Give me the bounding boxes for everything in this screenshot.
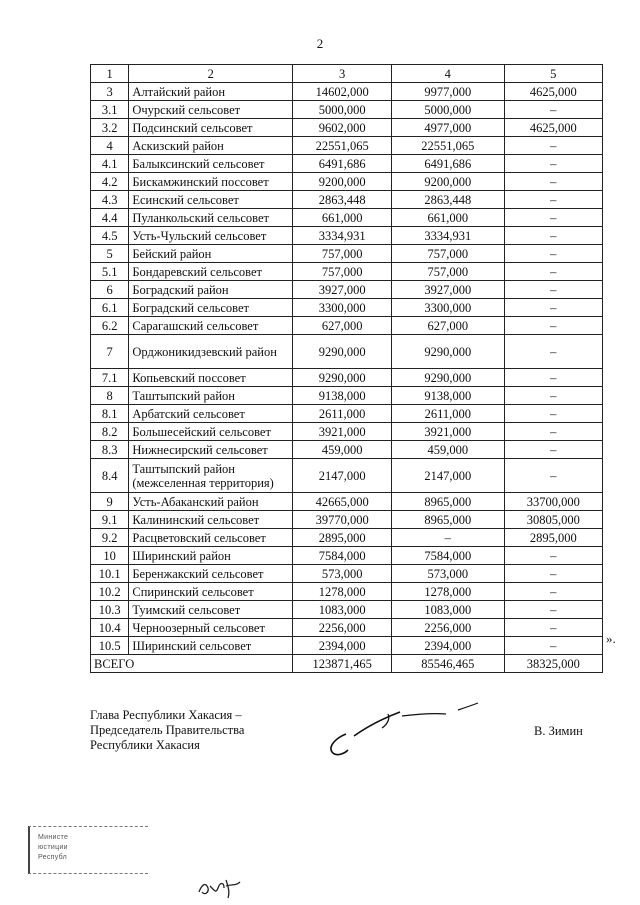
amount-col-4: 9290,000 [392,335,504,369]
amount-col-4: 2611,000 [392,405,504,423]
row-number: 9 [91,493,129,511]
amount-col-3: 14602,000 [293,83,392,101]
amount-col-4: 2147,000 [392,459,504,493]
amount-col-5: – [504,369,602,387]
municipality-name: Большесейский сельсовет [129,423,293,441]
amount-col-3: 1278,000 [293,583,392,601]
table-row [91,119,603,137]
municipality-name: Балыксинский сельсовет [129,155,293,173]
page-number: 2 [316,36,324,51]
table-row [91,335,603,369]
table-row [91,137,603,155]
header-col-2: 2 [129,65,293,83]
amount-col-4: 4977,000 [392,119,504,137]
municipality-name: Бейский район [129,245,293,263]
amount-col-3: 757,000 [293,245,392,263]
stamp-line-1: Министе [38,834,69,841]
amount-col-3: 459,000 [293,441,392,459]
municipality-name: Подсинский сельсовет [129,119,293,137]
amount-col-3: 5000,000 [293,101,392,119]
amount-col-4: 9290,000 [392,369,504,387]
row-number: 4.4 [91,209,129,227]
table-row [91,227,603,245]
amount-col-5: – [504,387,602,405]
row-number: 8.1 [91,405,129,423]
table-row [91,459,603,493]
amount-col-3: 3334,931 [293,227,392,245]
amount-col-5: – [504,459,602,493]
municipality-name: Бондаревский сельсовет [129,263,293,281]
amount-col-3: 9200,000 [293,173,392,191]
municipality-name: Аскизский район [129,137,293,155]
row-number: 3 [91,83,129,101]
table-row [91,493,603,511]
row-number: 6.2 [91,317,129,335]
total-row [91,655,603,673]
total-amount-col-5: 38325,000 [504,655,602,673]
row-number: 5 [91,245,129,263]
amount-col-4: 757,000 [392,263,504,281]
amount-col-4: 757,000 [392,245,504,263]
stamp-text [38,833,68,863]
stamp-line-3: Республ [38,854,68,861]
amount-col-3: 1083,000 [293,601,392,619]
amount-col-5: – [504,209,602,227]
handwritten-signature [318,700,488,765]
table-row [91,511,603,529]
total-amount-col-4: 85546,465 [392,655,504,673]
amount-col-3: 627,000 [293,317,392,335]
table-header-row [91,65,603,83]
amount-col-4: 9977,000 [392,83,504,101]
amount-col-5: – [504,317,602,335]
municipality-name: Орджоникидзевский район [129,335,293,369]
amount-col-5: – [504,173,602,191]
row-number: 7.1 [91,369,129,387]
signer-title-line-2: Председатель Правительства [90,723,245,737]
municipality-name: Нижнесирский сельсовет [129,441,293,459]
amount-col-4: 22551,065 [392,137,504,155]
closing-quote-mark: ». [606,631,616,646]
amount-col-5: 2895,000 [504,529,602,547]
table-row [91,387,603,405]
municipality-name: Ширинский сельсовет [129,637,293,655]
row-number: 4.3 [91,191,129,209]
amount-col-4: 573,000 [392,565,504,583]
row-number: 8.2 [91,423,129,441]
row-number: 3.1 [91,101,129,119]
table-row [91,173,603,191]
municipality-name: Таштыпский район (межселенная территория) [129,459,293,493]
amount-col-3: 2147,000 [293,459,392,493]
municipality-name: Усть-Абаканский район [129,493,293,511]
row-number: 10.2 [91,583,129,601]
municipality-name: Расцветовский сельсовет [129,529,293,547]
row-number: 4.5 [91,227,129,245]
header-col-4: 4 [392,65,504,83]
municipality-name: Арбатский сельсовет [129,405,293,423]
amount-col-4: 3921,000 [392,423,504,441]
row-number: 8 [91,387,129,405]
amount-col-5: – [504,565,602,583]
table-row [91,405,603,423]
amount-col-4: 1278,000 [392,583,504,601]
municipality-name: Бискамжинский поссовет [129,173,293,191]
amount-col-4: 3927,000 [392,281,504,299]
amount-col-5: 30805,000 [504,511,602,529]
amount-col-4: 6491,686 [392,155,504,173]
amount-col-4: 9138,000 [392,387,504,405]
amount-col-4: 661,000 [392,209,504,227]
amount-col-5: – [504,601,602,619]
amount-col-3: 3921,000 [293,423,392,441]
municipality-name: Усть-Чульский сельсовет [129,227,293,245]
row-number: 8.3 [91,441,129,459]
amount-col-5: 33700,000 [504,493,602,511]
amount-col-3: 7584,000 [293,547,392,565]
table-row [91,369,603,387]
amount-col-4: 7584,000 [392,547,504,565]
municipality-name: Калининский сельсовет [129,511,293,529]
amount-col-4: 5000,000 [392,101,504,119]
amount-col-3: 573,000 [293,565,392,583]
table-row [91,601,603,619]
amount-col-4: 459,000 [392,441,504,459]
stamp-line-2: юстиции [38,844,68,851]
signer-name: В. Зимин [534,724,583,738]
amount-col-3: 39770,000 [293,511,392,529]
amount-col-5: – [504,547,602,565]
signer-title-line-1: Глава Республики Хакасия – [90,708,242,722]
municipality-name: Очурский сельсовет [129,101,293,119]
amount-col-3: 2895,000 [293,529,392,547]
amount-col-3: 3927,000 [293,281,392,299]
municipality-name: Боградский сельсовет [129,299,293,317]
amount-col-3: 2256,000 [293,619,392,637]
table-row [91,423,603,441]
amount-col-3: 9290,000 [293,335,392,369]
ministry-stamp [28,826,148,874]
row-number: 10.4 [91,619,129,637]
header-col-3: 3 [293,65,392,83]
amount-col-4: 3300,000 [392,299,504,317]
amount-col-5: 4625,000 [504,83,602,101]
row-number: 10.3 [91,601,129,619]
row-number: 10.1 [91,565,129,583]
amount-col-5: – [504,227,602,245]
header-col-1: 1 [91,65,129,83]
amount-col-5: – [504,335,602,369]
table-row [91,281,603,299]
table-row [91,83,603,101]
row-number: 4 [91,137,129,155]
amount-col-3: 757,000 [293,263,392,281]
row-number: 4.2 [91,173,129,191]
row-number: 7 [91,335,129,369]
amount-col-3: 9290,000 [293,369,392,387]
table-row [91,299,603,317]
amount-col-5: – [504,245,602,263]
header-col-5: 5 [504,65,602,83]
total-label: ВСЕГО [91,655,293,673]
table-row [91,263,603,281]
amount-col-3: 9138,000 [293,387,392,405]
row-number: 9.1 [91,511,129,529]
municipality-name: Спиринский сельсовет [129,583,293,601]
municipality-name: Пуланкольский сельсовет [129,209,293,227]
row-number: 10 [91,547,129,565]
amount-col-3: 661,000 [293,209,392,227]
amount-col-4: 8965,000 [392,493,504,511]
amount-col-4: – [392,529,504,547]
signer-title-block [90,708,244,753]
municipality-name: Есинский сельсовет [129,191,293,209]
table-row [91,565,603,583]
total-amount-col-3: 123871,465 [293,655,392,673]
budget-table [90,64,603,673]
municipality-name: Черноозерный сельсовет [129,619,293,637]
amount-col-5: – [504,191,602,209]
amount-col-4: 2256,000 [392,619,504,637]
municipality-name: Сарагашский сельсовет [129,317,293,335]
signature-icon [318,700,488,760]
budget-table-body [91,65,603,673]
amount-col-5: – [504,441,602,459]
row-number: 5.1 [91,263,129,281]
municipality-name: Таштыпский район [129,387,293,405]
table-row [91,191,603,209]
table-row [91,245,603,263]
table-row [91,637,603,655]
row-number: 6 [91,281,129,299]
municipality-name: Копьевский поссовет [129,369,293,387]
municipality-name: Ширинский район [129,547,293,565]
amount-col-5: – [504,101,602,119]
amount-col-5: – [504,583,602,601]
signer-title-line-3: Республики Хакасия [90,738,200,752]
amount-col-5: – [504,405,602,423]
amount-col-5: – [504,281,602,299]
initials-icon [196,874,246,900]
amount-col-4: 2394,000 [392,637,504,655]
amount-col-4: 9200,000 [392,173,504,191]
amount-col-3: 2611,000 [293,405,392,423]
table-row [91,529,603,547]
municipality-name: Боградский район [129,281,293,299]
amount-col-5: – [504,155,602,173]
amount-col-3: 2863,448 [293,191,392,209]
amount-col-4: 627,000 [392,317,504,335]
table-row [91,547,603,565]
amount-col-5: – [504,299,602,317]
row-number: 8.4 [91,459,129,493]
amount-col-3: 42665,000 [293,493,392,511]
amount-col-3: 6491,686 [293,155,392,173]
table-row [91,209,603,227]
row-number: 3.2 [91,119,129,137]
row-number: 9.2 [91,529,129,547]
amount-col-5: – [504,263,602,281]
amount-col-4: 2863,448 [392,191,504,209]
amount-col-3: 9602,000 [293,119,392,137]
municipality-name: Алтайский район [129,83,293,101]
amount-col-3: 22551,065 [293,137,392,155]
table-row [91,155,603,173]
row-number: 10.5 [91,637,129,655]
table-row [91,317,603,335]
amount-col-5: – [504,423,602,441]
table-row [91,583,603,601]
amount-col-4: 3334,931 [392,227,504,245]
amount-col-3: 2394,000 [293,637,392,655]
municipality-name: Беренжакский сельсовет [129,565,293,583]
amount-col-4: 1083,000 [392,601,504,619]
row-number: 4.1 [91,155,129,173]
amount-col-5: – [504,619,602,637]
amount-col-4: 8965,000 [392,511,504,529]
table-row [91,619,603,637]
amount-col-5: 4625,000 [504,119,602,137]
amount-col-5: – [504,137,602,155]
row-number: 6.1 [91,299,129,317]
amount-col-5: – [504,637,602,655]
table-row [91,101,603,119]
amount-col-3: 3300,000 [293,299,392,317]
municipality-name: Туимский сельсовет [129,601,293,619]
table-row [91,441,603,459]
handwritten-initials [196,874,246,905]
